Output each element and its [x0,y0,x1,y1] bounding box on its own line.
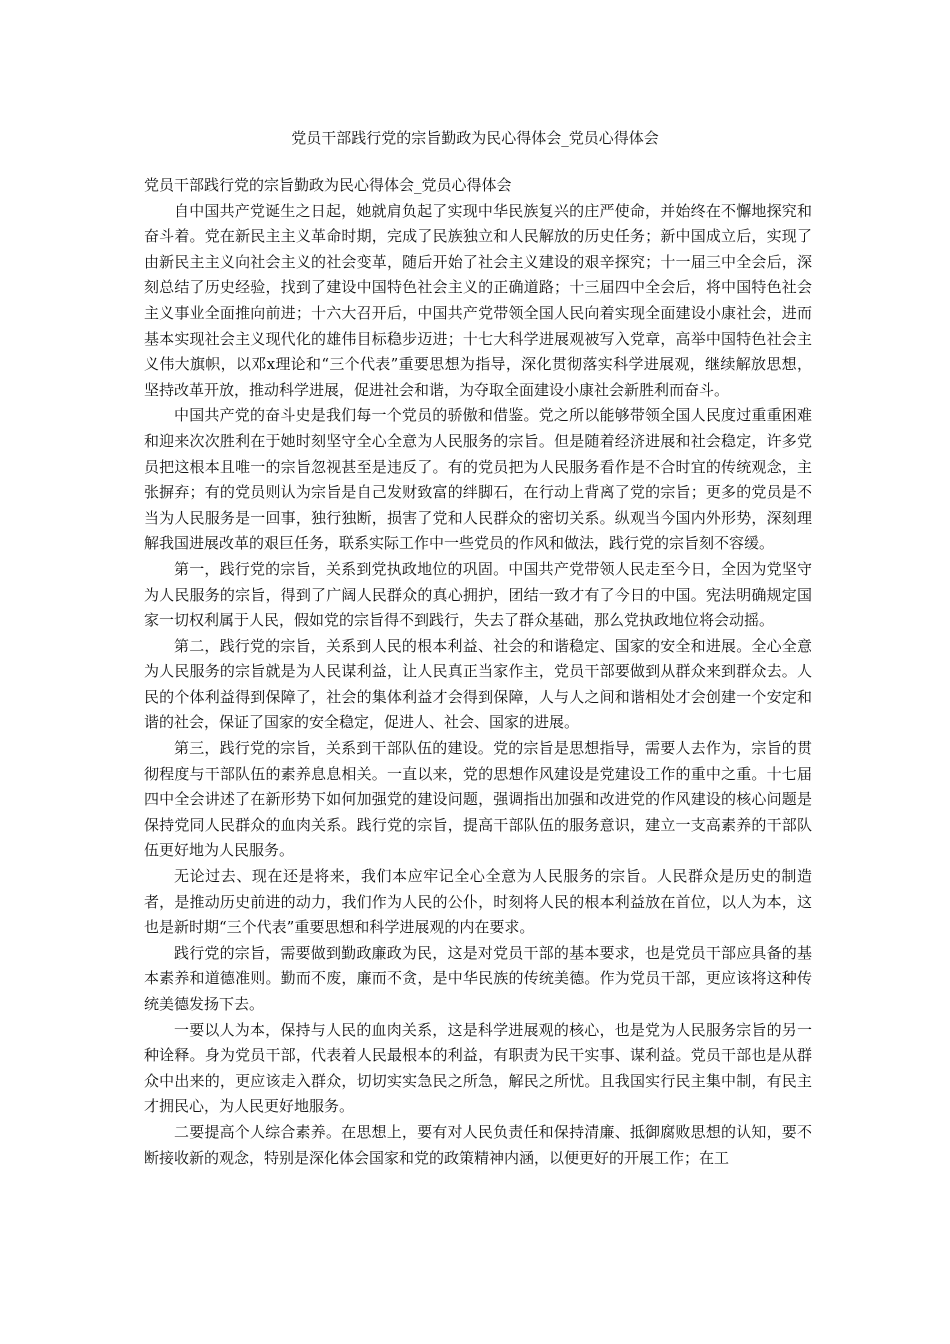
document-title: 党员干部践行党的宗旨勤政为民心得体会_党员心得体会 [291,129,659,147]
paragraph: 第二，践行党的宗旨，关系到人民的根本利益、社会的和谐稳定、国家的安全和进展。全心全意为人民服务的宗旨就是为人民谋利益，让人民真正当家作主，党员干部要做到从群众来到群众去。人民的个体利益得到保障了，社会的集体利益才会得到保障，人与人之间和谐相处才会创建一个安定和谐的社会，保证了国家的安全稳定，促进人、社会、国家的进展。 [144,636,812,732]
paragraph: 第三，践行党的宗旨，关系到干部队伍的建设。党的宗旨是思想指导，需要人去作为，宗旨的贯彻程度与干部队伍的素养息息相关。一直以来，党的思想作风建设是党建设工作的重中之重。十七届四中全会讲述了在新形势下如何加强党的建设问题，强调指出加强和改进党的作风建设的核心问题是保持党同人民群众的血肉关系。践行党的宗旨，提高干部队伍的服务意识，建立一支高素养的干部队伍更好地为人民服务。 [144,739,812,860]
paragraph: 自中国共产党诞生之日起，她就肩负起了实现中华民族复兴的庄严使命，并始终在不懈地探究和奋斗着。党在新民主主义革命时期，完成了民族独立和人民解放的历史任务；新中国成立后，实现了由新民主主义向社会主义的社会变革，随后开始了社会主义建设的艰辛探究；十一届三中全会后，深刻总结了历史经验，找到了建设中国特色社会主义的正确道路；十三届四中全会后，将中国特色社会主义事业全面推向前进；十六大召开后，中国共产党带领全国人民向着实现全面建设小康社会，进而基本实现社会主义现代化的雄伟目标稳步迈进；十七大科学进展观被写入党章，高举中国特色社会主义伟大旗帜，以邓x理论和“三个代表”重要思想为指导，深化贯彻落实科学进展观，继续解放思想，坚持改革开放，推动科学进展，促进社会和谐，为夺取全面建设小康社会新胜利而奋斗。 [144,201,812,399]
paragraph: 第一，践行党的宗旨，关系到党执政地位的巩固。中国共产党带领人民走至今日，全因为党坚守为人民服务的宗旨，得到了广阔人民群众的真心拥护，团结一致才有了今日的中国。宪法明确规定国家一切权利属于人民，假如党的宗旨得不到践行，失去了群众基础，那么党执政地位将会动摇。 [144,559,812,630]
paragraph: 一要以人为本，保持与人民的血肉关系，这是科学进展观的核心，也是党为人民服务宗旨的另一种诠释。身为党员干部，代表着人民最根本的利益，有职责为民干实事、谋利益。党员干部也是从群众中出来的，更应该走入群众，切切实实急民之所急，解民之所忧。且我国实行民主集中制，有民主才拥民心，为人民更好地服务。 [144,1020,812,1116]
paragraph: 无论过去、现在还是将来，我们本应牢记全心全意为人民服务的宗旨。人民群众是历史的制造者，是推动历史前进的动力，我们作为人民的公仆，时刻将人民的根本利益放在首位，以人为本，这也是新时期“三个代表”重要思想和科学进展观的内在要求。 [144,867,812,937]
paragraph: 中国共产党的奋斗史是我们每一个党员的骄傲和借鉴。党之所以能够带领全国人民度过重重困难和迎来次次胜利在于她时刻坚守全心全意为人民服务的宗旨。但是随着经济进展和社会稳定，许多党员把这根本且唯一的宗旨忽视甚至是违反了。有的党员把为人民服务看作是不合时宜的传统观念，主张摒弃；有的党员则认为宗旨是自己发财致富的绊脚石，在行动上背离了党的宗旨；更多的党员是不当为人民服务是一回事，独行独断，损害了党和人民群众的密切关系。纵观当今国内外形势，深刻理解我国进展改革的艰巨任务，联系实际工作中一些党员的作风和做法，践行党的宗旨刻不容缓。 [144,406,812,553]
document-subtitle: 党员干部践行党的宗旨勤政为民心得体会_党员心得体会 [144,176,512,194]
paragraph: 二要提高个人综合素养。在思想上，要有对人民负责任和保持清廉、抵御腐败思想的认知，要不断接收新的观念，特别是深化体会国家和党的政策精神内涵，以便更好的开展工作；在工 [144,1122,812,1167]
paragraph: 践行党的宗旨，需要做到勤政廉政为民，这是对党员干部的基本要求，也是党员干部应具备的基本素养和道德准则。勤而不废，廉而不贪，是中华民族的传统美德。作为党员干部，更应该将这种传统美德发扬下去。 [144,943,812,1013]
document-body [144,173,812,1171]
